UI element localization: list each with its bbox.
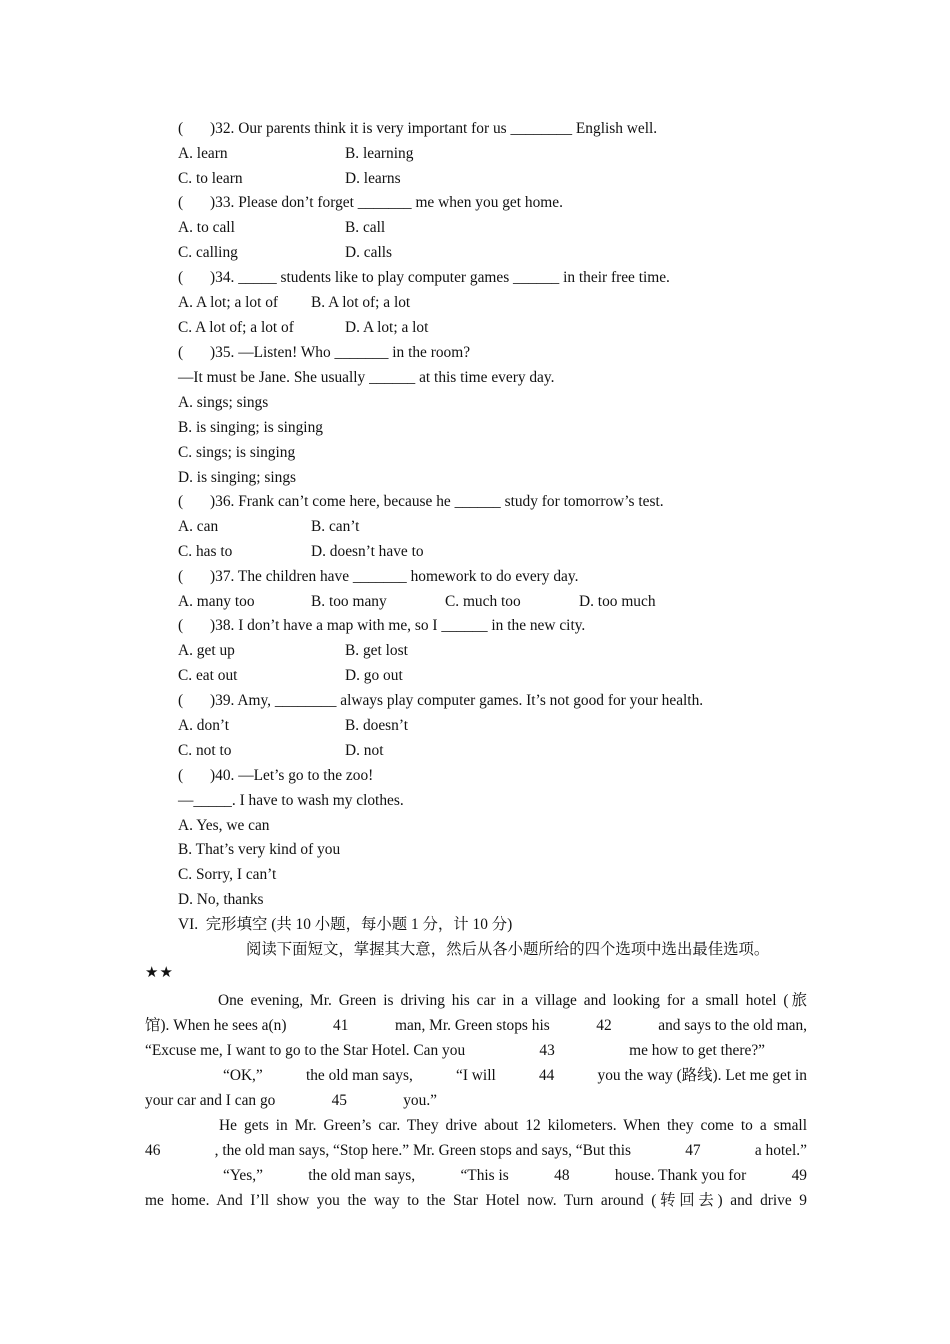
option-d: D. learns bbox=[345, 170, 401, 187]
answer-paren: ( bbox=[178, 120, 184, 137]
passage-text: and says to the old man, bbox=[658, 1017, 807, 1034]
option-c: C. to learn bbox=[178, 170, 243, 187]
answer-paren: ( bbox=[178, 269, 184, 286]
answer-paren: ( bbox=[178, 194, 184, 211]
passage-text: “I will bbox=[456, 1067, 496, 1084]
difficulty-stars: ★★ bbox=[145, 965, 174, 981]
passage-text: the old man says, bbox=[308, 1167, 416, 1184]
passage-line bbox=[145, 1013, 807, 1038]
option-d: D. A lot; a lot bbox=[345, 319, 429, 336]
option-b: B. is singing; is singing bbox=[178, 419, 323, 436]
passage-line bbox=[223, 1163, 807, 1188]
option-b: B. can’t bbox=[311, 518, 360, 535]
blank-number: 41 bbox=[333, 1017, 349, 1034]
option-a: A. A lot; a lot of bbox=[178, 294, 279, 311]
passage-text: man, Mr. Green stops his bbox=[394, 1017, 550, 1034]
option-a: A. sings; sings bbox=[178, 394, 269, 411]
passage-text: the old man says, bbox=[305, 1067, 413, 1084]
passage-text: “Excuse me, I want to go to the Star Hotel. Can you bbox=[145, 1042, 466, 1059]
passage-line: He gets in Mr. Green’s car. They drive about 12 kilometers. When they come to a small bbox=[219, 1117, 807, 1134]
question-34 bbox=[178, 268, 670, 288]
question-stem: )38. I don’t have a map with me, so I ______ in the new city. bbox=[210, 617, 586, 634]
answer-paren: ( bbox=[178, 493, 184, 510]
option-b: B. doesn’t bbox=[345, 717, 408, 734]
question-37 bbox=[178, 567, 578, 587]
option-c: C. calling bbox=[178, 244, 238, 261]
option-d: D. too much bbox=[579, 593, 656, 610]
passage-line bbox=[145, 1038, 765, 1063]
passage-text: a hotel.” bbox=[754, 1142, 807, 1159]
answer-paren: ( bbox=[178, 344, 184, 361]
question-stem-reply: —_____. I have to wash my clothes. bbox=[178, 792, 404, 809]
option-a: A. Yes, we can bbox=[178, 817, 270, 834]
answer-paren: ( bbox=[178, 568, 184, 585]
answer-paren: ( bbox=[178, 767, 184, 784]
section-instruction: 阅读下面短文，掌握其大意，然后从各小题所给的四个选项中选出最佳选项。 bbox=[246, 941, 770, 958]
option-d: D. doesn’t have to bbox=[311, 543, 424, 560]
question-stem-reply: —It must be Jane. She usually ______ at this time every day. bbox=[178, 369, 555, 386]
question-32 bbox=[178, 119, 657, 139]
question-39 bbox=[178, 691, 703, 711]
question-35 bbox=[178, 343, 470, 363]
option-c: C. eat out bbox=[178, 667, 238, 684]
passage-line bbox=[145, 1138, 807, 1163]
option-c: C. not to bbox=[178, 742, 232, 759]
question-38 bbox=[178, 616, 585, 636]
option-a: A. learn bbox=[178, 145, 228, 162]
blank-number: 48 bbox=[554, 1167, 570, 1184]
option-b: B. A lot of; a lot bbox=[311, 294, 411, 311]
question-stem: )34. _____ students like to play computer games ______ in their free time. bbox=[210, 269, 670, 286]
question-stem: )39. Amy, ________ always play computer games. It’s not good for your health. bbox=[210, 692, 704, 709]
option-c: C. sings; is singing bbox=[178, 444, 296, 461]
option-b: B. call bbox=[345, 219, 386, 236]
option-b: B. learning bbox=[345, 145, 414, 162]
question-stem: )37. The children have _______ homework to do every day. bbox=[210, 568, 579, 585]
passage-text: me how to get there?” bbox=[629, 1042, 765, 1059]
option-a: A. can bbox=[178, 518, 219, 535]
blank-number: 45 bbox=[331, 1092, 347, 1109]
option-b: B. too many bbox=[311, 593, 387, 610]
passage-text: your car and I can go bbox=[145, 1092, 276, 1109]
option-a: A. don’t bbox=[178, 717, 230, 734]
question-40 bbox=[178, 766, 373, 786]
blank-number: 42 bbox=[596, 1017, 612, 1034]
passage-line: me home. And I’ll show you the way to the Star Hotel now. Turn around (转回去) and drive 9 bbox=[145, 1192, 807, 1209]
passage-text: “Yes,” bbox=[223, 1167, 263, 1184]
passage-text: you the way (路线). Let me get in bbox=[597, 1067, 807, 1084]
option-a: A. to call bbox=[178, 219, 235, 236]
option-c: C. A lot of; a lot of bbox=[178, 319, 294, 336]
question-stem: )40. —Let’s go to the zoo! bbox=[210, 767, 374, 784]
option-c: C. has to bbox=[178, 543, 233, 560]
blank-number: 49 bbox=[791, 1167, 807, 1184]
blank-number: 44 bbox=[538, 1067, 555, 1084]
question-33 bbox=[178, 193, 563, 213]
answer-paren: ( bbox=[178, 692, 184, 709]
passage-line: One evening, Mr. Green is driving his car in a village and looking for a small hotel (旅 bbox=[218, 992, 807, 1009]
section-title: VI. 完形填空 (共 10 小题，每小题 1 分，计 10 分) bbox=[178, 916, 513, 933]
blank-number: 46 bbox=[145, 1142, 161, 1159]
blank-number: 47 bbox=[685, 1142, 701, 1159]
option-d: D. is singing; sings bbox=[178, 469, 297, 486]
option-b: B. That’s very kind of you bbox=[178, 841, 341, 858]
passage-text: 馆). When he sees a(n) bbox=[145, 1017, 287, 1034]
passage-text: “This is bbox=[460, 1167, 509, 1184]
option-c: C. Sorry, I can’t bbox=[178, 866, 277, 883]
question-36 bbox=[178, 492, 664, 512]
passage-text: house. Thank you for bbox=[614, 1167, 747, 1184]
question-stem: )36. Frank can’t come here, because he ______ study for tomorrow’s test. bbox=[210, 493, 664, 510]
passage-line bbox=[223, 1063, 807, 1088]
option-d: D. No, thanks bbox=[178, 891, 264, 908]
option-b: B. get lost bbox=[345, 642, 408, 659]
option-d: D. not bbox=[345, 742, 384, 759]
passage-line bbox=[145, 1088, 437, 1113]
option-c: C. much too bbox=[445, 593, 521, 610]
passage-text: you.” bbox=[403, 1092, 437, 1109]
option-a: A. get up bbox=[178, 642, 235, 659]
answer-paren: ( bbox=[178, 617, 184, 634]
passage-text: “OK,” bbox=[223, 1067, 263, 1084]
question-stem: )33. Please don’t forget _______ me when you get home. bbox=[210, 194, 563, 211]
option-a: A. many too bbox=[178, 593, 255, 610]
passage-text: , the old man says, “Stop here.” Mr. Green stops and says, “But this bbox=[214, 1142, 631, 1159]
question-stem: )32. Our parents think it is very important for us ________ English well. bbox=[210, 120, 658, 137]
blank-number: 43 bbox=[539, 1042, 555, 1059]
option-d: D. calls bbox=[345, 244, 393, 261]
question-stem: )35. —Listen! Who _______ in the room? bbox=[210, 344, 471, 361]
option-d: D. go out bbox=[345, 667, 403, 684]
